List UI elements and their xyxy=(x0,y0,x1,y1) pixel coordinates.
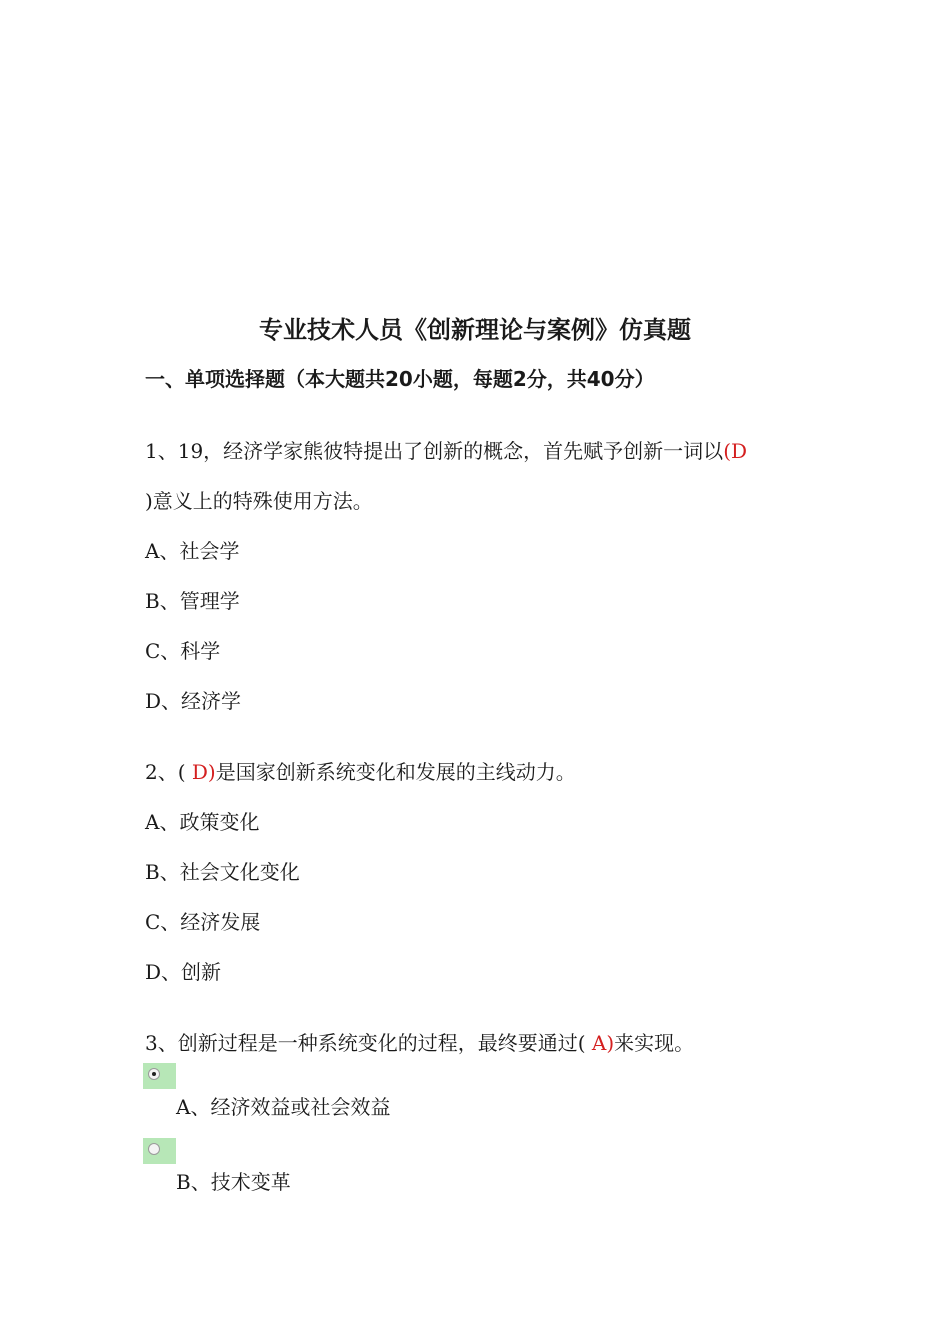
question-1-answer: (D xyxy=(723,439,748,463)
question-1-option-a: A、社会学 xyxy=(145,539,240,563)
question-1-option-c: C、科学 xyxy=(145,639,221,663)
question-1-text: 1、19，经济学家熊彼特提出了创新的概念，首先赋予创新一词以 xyxy=(145,439,724,463)
radio-selected-dot xyxy=(152,1072,156,1076)
section-heading: 一、单项选择题（本大题共20小题，每题2分，共40分） xyxy=(145,367,655,391)
question-3-text-end: 来实现。 xyxy=(614,1031,695,1055)
option-b-radio-highlight[interactable] xyxy=(143,1138,176,1164)
question-2-text: 2、( xyxy=(145,760,186,784)
question-2-option-a: A、政策变化 xyxy=(145,810,260,834)
question-1-option-b: B、管理学 xyxy=(145,589,240,613)
option-b-radio-button[interactable] xyxy=(148,1143,160,1155)
question-2-answer: D) xyxy=(185,760,216,784)
question-1-stem-cont: )意义上的特殊使用方法。 xyxy=(145,489,373,513)
question-3-answer: A) xyxy=(585,1031,615,1055)
question-2-option-b: B、社会文化变化 xyxy=(145,860,300,884)
question-1-option-d: D、经济学 xyxy=(145,689,242,713)
question-3-text: 3、创新过程是一种系统变化的过程，最终要通过( xyxy=(145,1031,586,1055)
question-1-stem xyxy=(145,435,747,464)
question-2-text-end: 是国家创新系统变化和发展的主线动力。 xyxy=(215,760,576,784)
option-a-radio-highlight[interactable] xyxy=(143,1063,176,1089)
question-2-option-c: C、经济发展 xyxy=(145,910,261,934)
document-title: 专业技术人员《创新理论与案例》仿真题 xyxy=(259,316,691,344)
question-2-option-d: D、创新 xyxy=(145,960,222,984)
question-2-stem xyxy=(145,756,576,785)
question-3-stem xyxy=(145,1027,694,1056)
question-3-option-a: A、经济效益或社会效益 xyxy=(176,1095,391,1119)
option-a-radio-button[interactable] xyxy=(148,1068,160,1080)
question-3-option-b: B、技术变革 xyxy=(176,1170,291,1194)
